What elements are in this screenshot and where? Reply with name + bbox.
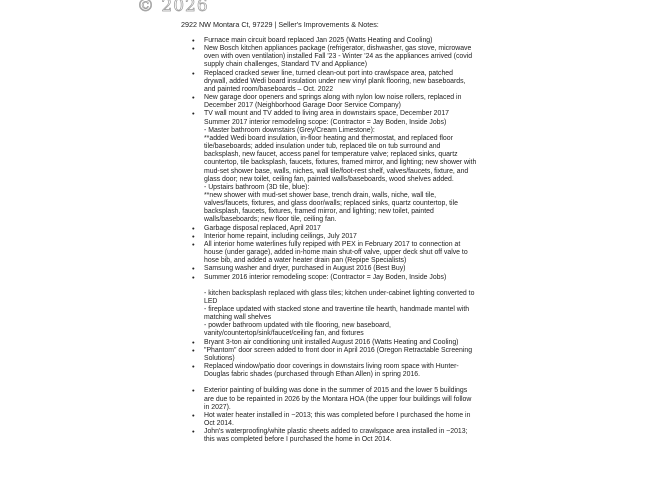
list-item: - fireplace updated with stacked stone and travertine tile hearth, handmade mantel with matching wall shelves <box>204 306 470 322</box>
list-item: • "Phantom" door screen added to front door in April 2016 (Oregon Retractable Screening Solutions) <box>192 347 478 363</box>
list-item: • Interior home repaint, including ceilings, July 2017 <box>192 233 478 241</box>
list-item: - Master bathroom downstairs (Grey/Cream Limestone): <box>204 126 375 134</box>
list-item: • TV wall mount and TV added to living area in downstairs space, December 2017 <box>192 110 478 118</box>
list-item: • All interior home waterlines fully repiped with PEX in February 2017 to connection at house (under garage), added in-home main shut-off valve, upper deck shut off valve to hose bib, and added a water heater drain pan (Repipe Specialists) <box>192 241 478 265</box>
spacer <box>192 282 478 290</box>
list-item: **new shower with mud-set shower base, trench drain, walls, niche, wall tile, valves/faucets, fixtures, and glass door/walls; replaced sinks, quartz countertop, tile backsplash, faucets, fixtures, framed mirror, and lighting; new toilet, painted walls/baseboards; new floor tile, ceiling fan. <box>204 191 458 224</box>
copyright-watermark: © 2026 <box>137 0 209 16</box>
list-item: - Upstairs bathroom (3D tile, blue): <box>204 183 310 191</box>
list-item: • Samsung washer and dryer, purchased in August 2016 (Best Buy) <box>192 265 478 273</box>
spacer <box>192 379 478 387</box>
list-item: • New garage door openers and springs along with nylon low noise rollers, replaced in December 2017 (Neighborhood Garage Door Service Company) <box>192 94 478 110</box>
list-item: • Replaced cracked sewer line, turned clean-out port into crawlspace area, patched drywall, added Wedi board insulation under new vinyl plank flooring, new baseboards, and painted room/baseboards – Oct. 2022 <box>192 70 478 94</box>
list-item: • John's waterproofing/white plastic sheets added to crawlspace area installed in ~2013; this was completed before I purchased the home in Oct 2014. <box>192 428 478 444</box>
list-item: **added Wedi board insulation, in-floor heating and thermostat, and replaced floor tile/baseboards; added insulation under tub, replaced tile on tub surround and backsplash, new faucet, access panel for temperature valve; replaced sinks, quartz countertop, tile backsplash, faucets, fixtures, framed mirror, and lighting; new shower with mud-set shower base, walls, niches, wall tile/foot-rest shelf, valves/faucets, fixture, and glass door; new toilet, ceiling fan, painted walls/baseboards, wood shelves added. <box>204 134 477 183</box>
list-item: Summer 2017 interior remodeling scope: (Contractor = Jay Boden, Inside Jobs) <box>204 118 447 126</box>
list-item: • Exterior painting of building was done in the summer of 2015 and the lower 5 buildings are due to be repainted in 2026 by the Montara HOA (the upper four buildings will follow in 2027). <box>192 387 478 411</box>
list-item: • Summer 2016 interior remodeling scope: (Contractor = Jay Boden, Inside Jobs) <box>192 274 478 282</box>
list-item: - kitchen backsplash replaced with glass tiles; kitchen under-cabinet lighting converted to LED <box>204 289 475 305</box>
list-item: • Furnace main circuit board replaced Jan 2025 (Watts Heating and Cooling) <box>192 37 478 45</box>
list-item: • Hot water heater installed in ~2013; this was completed before I purchased the home in Oct 2014. <box>192 412 478 428</box>
list-item: - powder bathroom updated with tile flooring, new baseboard, vanity/countertop/sink/faucet/ceiling fan, and fixtures <box>204 322 391 338</box>
list-item: • New Bosch kitchen appliances package (refrigerator, dishwasher, gas stove, microwave oven with oven ventilation) installed Fall '23 - Winter '24 as the appliances arrived (covid supply chain challenges, Standard TV and Appliance) <box>192 45 478 69</box>
improvements-list <box>192 37 478 445</box>
list-item: • Bryant 3-ton air conditioning unit installed August 2016 (Watts Heating and Cooling) <box>192 339 478 347</box>
list-item: • Garbage disposal replaced, April 2017 <box>192 225 478 233</box>
list-item: • Replaced window/patio door coverings in downstairs living room space with Hunter-Douglas fabric shades (purchased through Ethan Allen) in spring 2016. <box>192 363 478 379</box>
document-header: 2922 NW Montara Ct, 97229 | Seller's Improvements & Notes: <box>181 20 379 29</box>
